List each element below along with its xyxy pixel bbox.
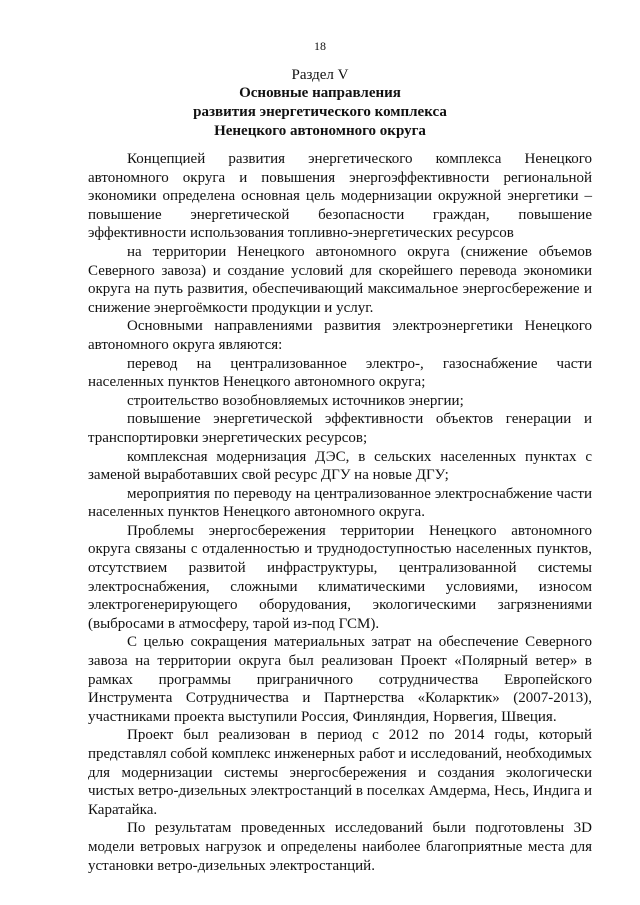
body-text	[88, 150, 592, 875]
list-item: мероприятия по переводу на централизованное электроснабжение части населенных пунктов Ненецкого автономного округа.	[88, 485, 592, 521]
paragraph: Проблемы энергосбережения территории Ненецкого автономного округа связаны с отдаленностью и труднодоступностью населенных пунктов, отсутствием развитой инфраструктуры, централизованной системы электроснабжения, сложными климатическими условиями, износом электрогенерирующего оборудования, экологическими загрязнениями (выбросами в атмосферу, тарой из-под ГСМ).	[88, 522, 592, 632]
list-item: повышение энергетической эффективности объектов генерации и транспортировки энергетических ресурсов;	[88, 411, 592, 446]
list-item: строительство возобновляемых источников энергии;	[127, 392, 464, 409]
section-title-line: Ненецкого автономного округа	[214, 123, 426, 139]
paragraph: С целью сокращения материальных затрат на обеспечение Северного завоза на территории округа был реализован Проект «Полярный ветер» в рамках программы приграничного сотрудничества Европейского Инструмента Сотрудничества и Партнерства «Коларктик» (2007-2013), участниками проекта выступили Россия, Финляндия, Норвегия, Швеция.	[88, 634, 592, 725]
paragraph: Основными направлениями развития электроэнергетики Ненецкого автономного округа являются:	[88, 318, 592, 353]
paragraph: Проект был реализован в период с 2012 по 2014 годы, который представлял собой комплекс инженерных работ и исследований, необходимых для модернизации системы энергосбережения и создания экологически чистых ветро-дизельных электростанций в поселках Амдерма, Несь, Индига и Каратайка.	[88, 727, 592, 818]
page-number: 18	[314, 39, 326, 53]
section-label: Раздел V	[291, 67, 349, 83]
list-item: комплексная модернизация ДЭС, в сельских населенных пунктах с заменой выработавших свой ресурс ДГУ на новые ДГУ;	[88, 448, 592, 484]
paragraph: По результатам проведенных исследований были подготовлены 3D модели ветровых нагрузок и определены наиболее благоприятные места для установки ветро-дизельных электростанций.	[88, 820, 592, 874]
section-title-line: Основные направления	[239, 85, 401, 101]
list-item: перевод на централизованное электро-, газоснабжение части населенных пунктов Ненецкого автономного округа;	[88, 355, 592, 391]
section-title	[0, 84, 640, 141]
section-title-line: развития энергетического комплекса	[193, 104, 447, 120]
paragraph: Концепцией развития энергетического комплекса Ненецкого автономного округа и повышения энергоэффективности региональной экономики определена основная цель модернизации окружной энергетики – повышение энергетической безопасности граждан, повышение эффективности использования топливно-энергетических ресурсов	[88, 151, 592, 242]
paragraph: на территории Ненецкого автономного округа (снижение объемов Северного завоза) и создание условий для скорейшего перевода экономики округа на путь развития, обеспечивающий максимальное энергосбережение и снижение энергоёмкости продукции и услуг.	[88, 243, 592, 316]
